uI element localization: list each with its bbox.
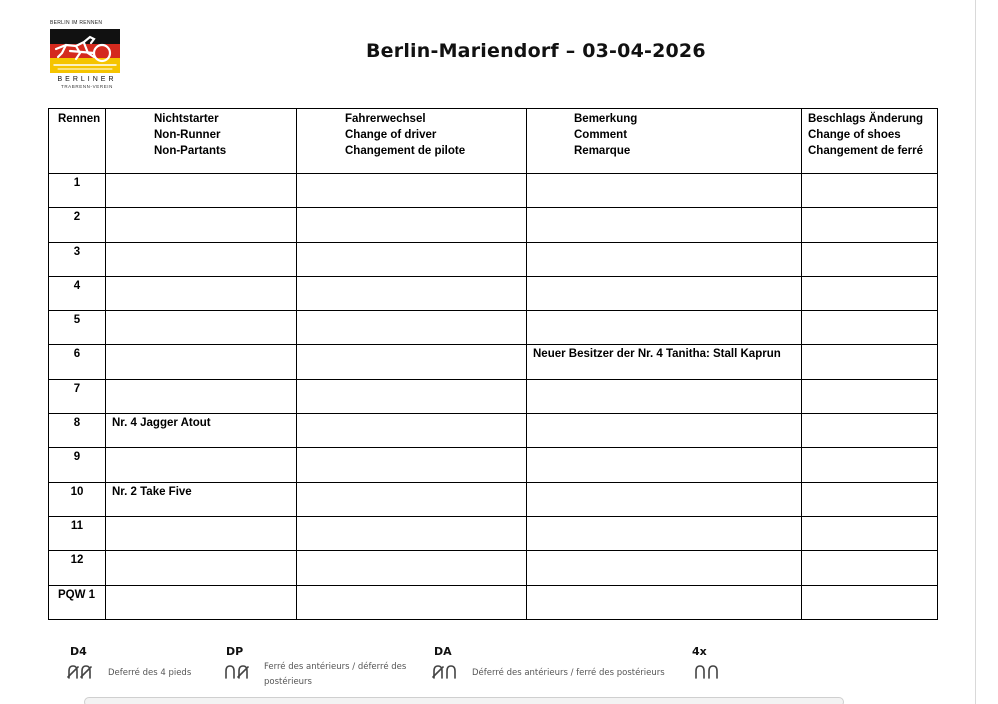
legend-code-4x: 4x <box>692 645 707 658</box>
table-row <box>49 242 938 276</box>
header-driver <box>297 109 527 174</box>
table-row <box>49 585 938 619</box>
header-race-label: Rennen <box>58 113 101 125</box>
shoe-change-cell <box>802 551 938 585</box>
race-number: 9 <box>49 448 106 482</box>
header-comment <box>527 109 802 174</box>
nonstarter-cell <box>106 379 297 413</box>
legend-text-d4: Deferré des 4 pieds <box>108 668 192 678</box>
driver-change-cell <box>297 551 527 585</box>
nonstarter-cell: Nr. 2 Take Five <box>106 482 297 516</box>
race-number: 12 <box>49 551 106 585</box>
comment-cell <box>527 311 802 345</box>
shoe-change-cell <box>802 345 938 379</box>
nonstarter-cell <box>106 276 297 310</box>
nonstarter-cell <box>106 448 297 482</box>
table-row <box>49 482 938 516</box>
header-shoes-de: Beschlags Änderung <box>808 113 924 125</box>
shoe-change-cell <box>802 482 938 516</box>
table-row <box>49 345 938 379</box>
comment-cell <box>527 174 802 208</box>
table-row <box>49 311 938 345</box>
race-number: 1 <box>49 174 106 208</box>
header-driver-en: Change of driver <box>345 129 437 141</box>
header-comment-en: Comment <box>574 129 628 141</box>
comment-cell <box>527 276 802 310</box>
legend-text-dp: Ferré des antérieurs / déferré des postérieurs <box>264 662 407 687</box>
race-number: 8 <box>49 414 106 448</box>
table-row <box>49 414 938 448</box>
driver-change-cell <box>297 482 527 516</box>
table-row <box>49 174 938 208</box>
nonstarter-cell <box>106 345 297 379</box>
race-number: PQW 1 <box>49 585 106 619</box>
header-driver-de: Fahrerwechsel <box>345 113 426 125</box>
shoe-change-cell <box>802 311 938 345</box>
nonstarter-cell <box>106 551 297 585</box>
driver-change-cell <box>297 448 527 482</box>
unshod-front-icon <box>432 665 458 679</box>
table-row <box>49 208 938 242</box>
comment-cell <box>527 242 802 276</box>
unshod-hind-icon <box>224 665 250 679</box>
driver-change-cell <box>297 276 527 310</box>
comment-cell <box>527 414 802 448</box>
legend-code-dp: DP <box>226 645 244 658</box>
nonstarter-cell <box>106 242 297 276</box>
comment-cell <box>527 516 802 550</box>
unshod-all-four-icon <box>67 665 93 679</box>
shoe-change-cell <box>802 174 938 208</box>
shoe-change-cell <box>802 379 938 413</box>
table-row <box>49 379 938 413</box>
nonstarter-cell <box>106 585 297 619</box>
table-row <box>49 276 938 310</box>
race-number: 2 <box>49 208 106 242</box>
logo-top-text: BERLIN IM RENNEN <box>50 20 103 26</box>
race-number: 5 <box>49 311 106 345</box>
table-row <box>49 516 938 550</box>
logo <box>50 20 124 96</box>
trotter-horse-icon <box>50 29 120 73</box>
driver-change-cell <box>297 379 527 413</box>
shoe-change-cell <box>802 516 938 550</box>
header-comment-fr: Remarque <box>574 145 631 157</box>
horizontal-scrollbar[interactable] <box>84 697 844 704</box>
shoe-change-cell <box>802 448 938 482</box>
driver-change-cell <box>297 414 527 448</box>
legend-code-da: DA <box>434 645 452 658</box>
nonstarter-cell <box>106 174 297 208</box>
race-number: 10 <box>49 482 106 516</box>
comment-cell <box>527 585 802 619</box>
comment-cell <box>527 448 802 482</box>
driver-change-cell <box>297 242 527 276</box>
nonstarter-cell <box>106 208 297 242</box>
logo-flag <box>50 29 120 73</box>
shoe-change-cell <box>802 242 938 276</box>
comment-cell <box>527 551 802 585</box>
header-comment-de: Bemerkung <box>574 113 638 125</box>
shoe-change-cell <box>802 585 938 619</box>
nonstarter-cell <box>106 311 297 345</box>
page-edge <box>975 0 976 704</box>
header-nonstarter-de: Nichtstarter <box>154 113 219 125</box>
race-number: 4 <box>49 276 106 310</box>
shoeing-legend <box>0 645 998 704</box>
header-race <box>49 109 106 174</box>
logo-name: BERLINER <box>57 76 117 83</box>
race-number: 3 <box>49 242 106 276</box>
shod-all-four-icon <box>694 665 720 679</box>
comment-cell <box>527 482 802 516</box>
header-driver-fr: Changement de pilote <box>345 145 466 157</box>
driver-change-cell <box>297 311 527 345</box>
driver-change-cell <box>297 174 527 208</box>
race-number: 11 <box>49 516 106 550</box>
page-title: Berlin-Mariendorf – 03-04-2026 <box>366 40 706 62</box>
shoe-change-cell <box>802 414 938 448</box>
header-nonstarter-en: Non-Runner <box>154 129 221 141</box>
table-row <box>49 551 938 585</box>
nonstarter-cell <box>106 516 297 550</box>
legend-code-d4: D4 <box>70 645 87 658</box>
race-number: 7 <box>49 379 106 413</box>
header-nonstarter <box>106 109 297 174</box>
driver-change-cell <box>297 585 527 619</box>
logo-sub: TRABRENN-VEREIN <box>60 84 113 89</box>
table-header-row <box>49 109 938 174</box>
header-shoes-fr: Changement de ferré <box>808 145 924 157</box>
driver-change-cell <box>297 516 527 550</box>
shoe-change-cell <box>802 208 938 242</box>
comment-cell <box>527 208 802 242</box>
race-changes-table <box>48 108 938 620</box>
header-shoes <box>802 109 938 174</box>
comment-cell <box>527 379 802 413</box>
table-row <box>49 448 938 482</box>
legend-text-da: Déferré des antérieurs / ferré des postérieurs <box>472 668 665 678</box>
header-nonstarter-fr: Non-Partants <box>154 145 227 157</box>
nonstarter-cell: Nr. 4 Jagger Atout <box>106 414 297 448</box>
driver-change-cell <box>297 345 527 379</box>
race-number: 6 <box>49 345 106 379</box>
header-shoes-en: Change of shoes <box>808 129 901 141</box>
shoe-change-cell <box>802 276 938 310</box>
comment-cell: Neuer Besitzer der Nr. 4 Tanitha: Stall Kaprun <box>527 345 802 379</box>
driver-change-cell <box>297 208 527 242</box>
